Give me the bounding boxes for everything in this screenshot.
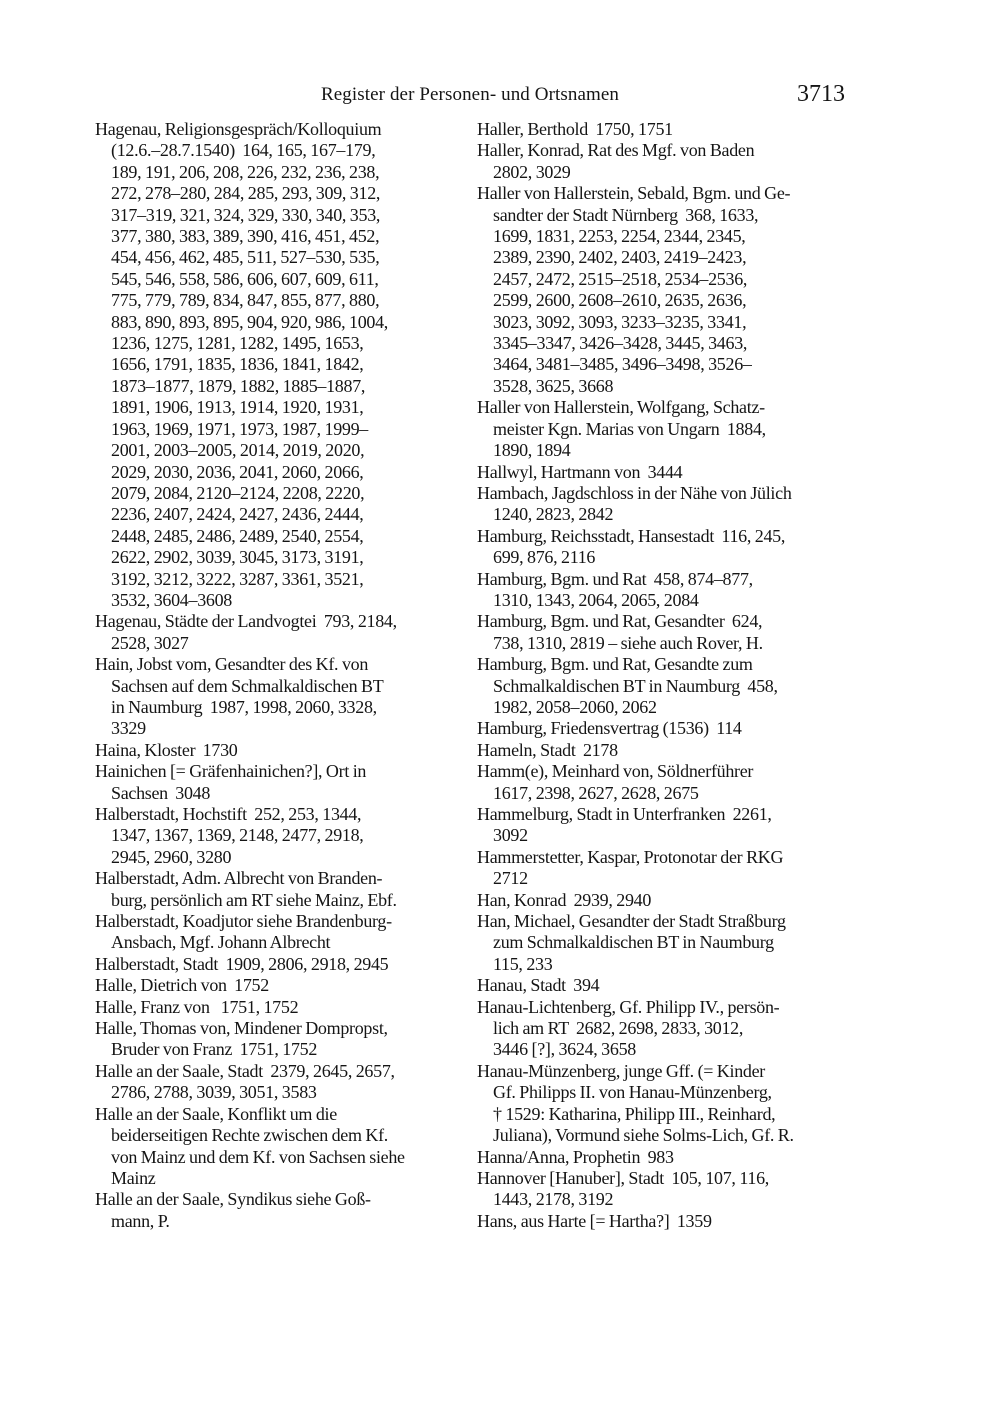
index-entry [95,954,466,975]
entry-continuation-line: von Mainz und dem Kf. von Sachsen siehe [111,1146,405,1167]
entry-continuation-line: 2786, 2788, 3039, 3051, 3583 [111,1082,317,1103]
entry-headword-line: Hammerstetter, Kaspar, Protonotar der RKG [477,846,784,867]
index-entry [477,140,848,183]
entry-continuation-line: 2599, 2600, 2608–2610, 2635, 2636, [493,290,747,311]
entry-continuation-line: Gf. Philipps II. von Hanau-Münzenberg, [493,1082,772,1103]
entry-headword-line: Haller von Hallerstein, Sebald, Bgm. und Ge- [477,183,791,204]
entry-continuation-line: 545, 546, 558, 586, 606, 607, 609, 611, [111,268,379,289]
entry-continuation-line: 115, 233 [493,953,553,974]
index-entry [95,1189,466,1232]
index-entry [477,1168,848,1211]
entry-headword-line: Halberstadt, Hochstift 252, 253, 1344, [95,804,362,824]
entry-continuation-line: 3532, 3604–3608 [111,589,233,610]
entry-headword-line: Haina, Kloster 1730 [95,739,238,760]
entry-continuation-line: 2528, 3027 [111,632,189,653]
entry-continuation-line: 2712 [493,868,528,889]
index-entry [477,1147,848,1168]
entry-continuation-line: 1699, 1831, 2253, 2254, 2344, 2345, [493,226,746,247]
entry-headword-line: Hainichen [= Gräfenhainichen?], Ort in [95,761,367,782]
entry-continuation-line: 377, 380, 383, 389, 390, 416, 451, 452, [111,226,380,247]
entry-headword-line: Halle, Franz von 1751, 1752 [95,996,299,1017]
entry-continuation-line: zum Schmalkaldischen BT in Naumburg [493,932,774,953]
index-entry [95,740,466,761]
index-entry [95,119,466,611]
index-entry [95,1018,466,1061]
index-entry [95,1061,466,1104]
entry-continuation-line: 272, 278–280, 284, 285, 293, 309, 312, [111,183,381,204]
entry-headword-line: Hans, aus Harte [= Hartha?] 1359 [477,1210,712,1231]
entry-continuation-line: 1310, 1343, 2064, 2065, 2084 [493,589,699,610]
entry-headword-line: Halberstadt, Adm. Albrecht von Branden- [95,868,383,889]
entry-headword-line: Halle an der Saale, Stadt 2379, 2645, 2657, [95,1060,395,1081]
entry-continuation-line: 1982, 2058–2060, 2062 [493,696,657,717]
index-entry [477,1061,848,1147]
entry-continuation-line: 2001, 2003–2005, 2014, 2019, 2020, [111,440,365,461]
entry-headword-line: Hanna/Anna, Prophetin 983 [477,1146,674,1167]
entry-headword-line: Hamburg, Friedensvertrag (1536) 114 [477,718,742,739]
entry-continuation-line: Mainz [111,1167,156,1188]
entry-continuation-line: mann, P. [111,1210,170,1231]
index-entry [477,997,848,1061]
entry-continuation-line: 1963, 1969, 1971, 1973, 1987, 1999– [111,418,369,439]
entry-headword-line: Hagenau, Religionsgespräch/Kolloquium [95,119,382,139]
index-entry [95,761,466,804]
index-entry [477,462,848,483]
index-entry [477,654,848,718]
entry-continuation-line: Bruder von Franz 1751, 1752 [111,1039,318,1060]
entry-continuation-line: 454, 456, 462, 485, 511, 527–530, 535, [111,247,380,268]
index-entry [95,911,466,954]
entry-headword-line: Hambach, Jagdschloss in der Nähe von Jülich [477,482,792,503]
entry-continuation-line: 2079, 2084, 2120–2124, 2208, 2220, [111,482,365,503]
running-header [95,83,845,111]
entry-continuation-line: 1891, 1906, 1913, 1914, 1920, 1931, [111,397,364,418]
entry-continuation-line: Schmalkaldischen BT in Naumburg 458, [493,675,778,696]
index-entry [477,975,848,996]
entry-continuation-line: 2457, 2472, 2515–2518, 2534–2536, [493,268,748,289]
index-columns [95,119,848,1232]
entry-continuation-line: meister Kgn. Marias von Ungarn 1884, [493,418,766,439]
entry-headword-line: Han, Michael, Gesandter der Stadt Straßburg [477,911,786,932]
entry-continuation-line: 3023, 3092, 3093, 3233–3235, 3341, [493,311,747,332]
entry-headword-line: Hallwyl, Hartmann von 3444 [477,461,683,482]
entry-continuation-line: 699, 876, 2116 [493,547,596,568]
index-entry [95,1104,466,1190]
index-entry [477,847,848,890]
index-entry [477,804,848,847]
entry-continuation-line: 2389, 2390, 2402, 2403, 2419–2423, [493,247,747,268]
index-entry [477,569,848,612]
entry-continuation-line: 1236, 1275, 1281, 1282, 1495, 1653, [111,333,364,354]
entry-headword-line: Han, Konrad 2939, 2940 [477,889,652,910]
index-entry [477,718,848,739]
entry-continuation-line: 1873–1877, 1879, 1882, 1885–1887, [111,375,366,396]
entry-continuation-line: 2945, 2960, 3280 [111,846,232,867]
entry-headword-line: Hamburg, Bgm. und Rat 458, 874–877, [477,568,753,589]
entry-continuation-line: 775, 779, 789, 834, 847, 855, 877, 880, [111,290,380,311]
entry-headword-line: Hamburg, Bgm. und Rat, Gesandte zum [477,654,753,675]
entry-headword-line: Haller von Hallerstein, Wolfgang, Schatz- [477,397,765,418]
entry-continuation-line: 3464, 3481–3485, 3496–3498, 3526– [493,354,752,375]
entry-continuation-line: 738, 1310, 2819 – siehe auch Rover, H. [493,632,763,653]
entry-headword-line: Hain, Jobst vom, Gesandter des Kf. von [95,654,369,675]
entry-continuation-line: 1617, 2398, 2627, 2628, 2675 [493,782,699,803]
entry-continuation-line: lich am RT 2682, 2698, 2833, 3012, [493,1018,744,1039]
entry-continuation-line: Ansbach, Mgf. Johann Albrecht [111,932,331,953]
entry-continuation-line: 1347, 1367, 1369, 2148, 2477, 2918, [111,825,364,846]
entry-headword-line: Hanau-Münzenberg, junge Gff. (= Kinder [477,1060,765,1081]
entry-headword-line: Hammelburg, Stadt in Unterfranken 2261, [477,804,772,824]
index-entry [95,804,466,868]
entry-headword-line: Halle an der Saale, Syndikus siehe Goß- [95,1189,371,1210]
entry-continuation-line: 3192, 3212, 3222, 3287, 3361, 3521, [111,568,364,589]
entry-headword-line: Hamburg, Bgm. und Rat, Gesandter 624, [477,611,763,632]
entry-headword-line: Hanau-Lichtenberg, Gf. Philipp IV., persön- [477,996,780,1017]
entry-continuation-line: sandter der Stadt Nürnberg 368, 1633, [493,204,759,225]
entry-headword-line: Halle an der Saale, Konflikt um die [95,1103,337,1124]
index-entry [477,911,848,975]
index-entry [477,183,848,397]
entry-continuation-line: 883, 890, 893, 895, 904, 920, 986, 1004, [111,311,389,332]
entry-continuation-line: 3528, 3625, 3668 [493,375,614,396]
entry-continuation-line: 2029, 2030, 2036, 2041, 2060, 2066, [111,461,364,482]
entry-headword-line: Hameln, Stadt 2178 [477,739,618,760]
index-entry [477,611,848,654]
entry-continuation-line: 1890, 1894 [493,440,571,461]
index-entry [477,1211,848,1232]
entry-continuation-line: 1443, 2178, 3192 [493,1189,614,1210]
entry-continuation-line: beiderseitigen Rechte zwischen dem Kf. [111,1125,388,1146]
entry-headword-line: Halle, Dietrich von 1752 [95,975,269,996]
entry-headword-line: Halberstadt, Koadjutor siehe Brandenburg- [95,911,392,932]
entry-continuation-line: 3092 [493,825,528,846]
entry-headword-line: Hagenau, Städte der Landvogtei 793, 2184, [95,611,397,632]
index-entry [95,997,466,1018]
index-entry [477,119,848,140]
entry-continuation-line: 2802, 3029 [493,161,571,182]
entry-headword-line: Hamburg, Reichsstadt, Hansestadt 116, 245, [477,525,786,546]
index-entry [95,975,466,996]
entry-continuation-line: 317–319, 321, 324, 329, 330, 340, 353, [111,204,381,225]
entry-continuation-line: 3345–3347, 3426–3428, 3445, 3463, [493,333,748,354]
index-entry [95,611,466,654]
entry-continuation-line: Sachsen auf dem Schmalkaldischen BT [111,675,384,696]
index-entry [95,654,466,740]
entry-continuation-line: 2236, 2407, 2424, 2427, 2436, 2444, [111,504,364,525]
entry-continuation-line: in Naumburg 1987, 1998, 2060, 3328, [111,696,377,717]
entry-headword-line: Hamm(e), Meinhard von, Söldnerführer [477,761,754,782]
entry-continuation-line: Juliana), Vormund siehe Solms-Lich, Gf. R. [493,1125,794,1146]
index-column-right [477,119,848,1232]
entry-headword-line: Halberstadt, Stadt 1909, 2806, 2918, 2945 [95,953,389,974]
page-number: 3713 [797,81,845,107]
entry-continuation-line: 2622, 2902, 3039, 3045, 3173, 3191, [111,547,364,568]
entry-continuation-line: burg, persönlich am RT siehe Mainz, Ebf. [111,889,397,910]
entry-continuation-line: 1656, 1791, 1835, 1836, 1841, 1842, [111,354,364,375]
entry-continuation-line: † 1529: Katharina, Philipp III., Reinhard, [493,1103,776,1124]
index-entry [95,868,466,911]
entry-headword-line: Hannover [Hanuber], Stadt 105, 107, 116, [477,1167,769,1188]
index-entry [477,890,848,911]
entry-headword-line: Haller, Konrad, Rat des Mgf. von Baden [477,140,755,161]
entry-continuation-line: 2448, 2485, 2486, 2489, 2540, 2554, [111,525,364,546]
index-column-left [95,119,466,1232]
index-entry [477,740,848,761]
entry-continuation-line: 189, 191, 206, 208, 226, 232, 236, 238, [111,161,380,182]
index-entry [477,761,848,804]
running-title: Register der Personen- und Ortsnamen [320,84,620,105]
entry-continuation-line: Sachsen 3048 [111,782,211,803]
entry-continuation-line: 3329 [111,718,146,739]
entry-headword-line: Halle, Thomas von, Mindener Dompropst, [95,1018,388,1039]
entry-continuation-line: (12.6.–28.7.1540) 164, 165, 167–179, [111,140,376,161]
entry-continuation-line: 1240, 2823, 2842 [493,504,614,525]
entry-headword-line: Hanau, Stadt 394 [477,975,600,996]
entry-continuation-line: 3446 [?], 3624, 3658 [493,1039,636,1060]
index-entry [477,526,848,569]
index-entry [477,397,848,461]
index-entry [477,483,848,526]
entry-headword-line: Haller, Berthold 1750, 1751 [477,119,673,139]
